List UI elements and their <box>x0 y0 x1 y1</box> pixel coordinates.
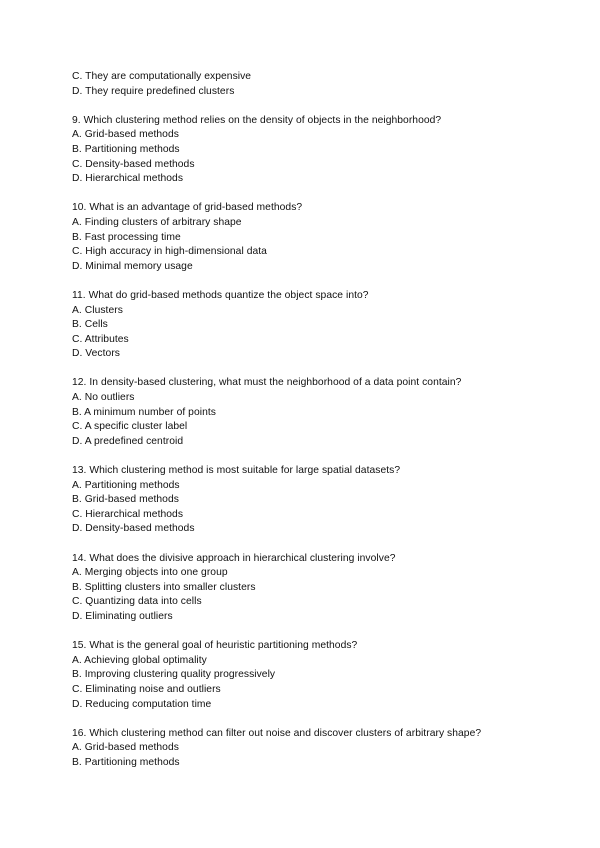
question-text: 9. Which clustering method relies on the density of objects in the neighborhood? <box>72 114 442 126</box>
question-text: 11. What do grid-based methods quantize the object space into? <box>72 289 369 301</box>
option: D. Minimal memory usage <box>72 260 193 272</box>
option: C. Density-based methods <box>72 158 195 170</box>
option: B. Partitioning methods <box>72 756 180 768</box>
option: D. Vectors <box>72 348 120 360</box>
option: A. Achieving global optimality <box>72 654 207 666</box>
option: B. Grid-based methods <box>72 494 179 506</box>
option: D. They require predefined clusters <box>72 85 235 97</box>
option: B. Fast processing time <box>72 231 181 243</box>
option: B. A minimum number of points <box>72 406 216 418</box>
option: A. Finding clusters of arbitrary shape <box>72 216 242 228</box>
option: D. A predefined centroid <box>72 435 184 447</box>
option: C. Quantizing data into cells <box>72 596 202 608</box>
option: B. Splitting clusters into smaller clusters <box>72 581 256 593</box>
question-11 <box>72 289 572 362</box>
option: C. Attributes <box>72 333 129 345</box>
option: A. Merging objects into one group <box>72 567 228 579</box>
option: A. No outliers <box>72 392 135 404</box>
option: C. A specific cluster label <box>72 421 188 433</box>
question-16 <box>72 727 572 771</box>
option: C. High accuracy in high-dimensional data <box>72 246 267 258</box>
option: C. Eliminating noise and outliers <box>72 683 221 695</box>
question-text: 10. What is an advantage of grid-based methods? <box>72 202 303 214</box>
option: A. Clusters <box>72 304 123 316</box>
question-10 <box>72 201 572 274</box>
option: A. Grid-based methods <box>72 742 179 754</box>
quiz-content <box>72 70 572 785</box>
continued-options <box>72 70 572 99</box>
question-14 <box>72 552 572 625</box>
question-text: 12. In density-based clustering, what must the neighborhood of a data point contain? <box>72 377 462 389</box>
option: B. Cells <box>72 319 108 331</box>
option: D. Eliminating outliers <box>72 610 173 622</box>
question-13 <box>72 464 572 537</box>
question-text: 15. What is the general goal of heuristic partitioning methods? <box>72 640 358 652</box>
question-15 <box>72 639 572 712</box>
option: A. Grid-based methods <box>72 129 179 141</box>
option: B. Partitioning methods <box>72 143 180 155</box>
question-text: 14. What does the divisive approach in hierarchical clustering involve? <box>72 552 396 564</box>
option: D. Hierarchical methods <box>72 173 184 185</box>
question-12 <box>72 376 572 449</box>
option: D. Reducing computation time <box>72 698 212 710</box>
option: A. Partitioning methods <box>72 479 180 491</box>
question-text: 13. Which clustering method is most suitable for large spatial datasets? <box>72 465 401 477</box>
question-9 <box>72 114 572 187</box>
option: C. They are computationally expensive <box>72 71 252 82</box>
option: D. Density-based methods <box>72 523 195 535</box>
option: C. Hierarchical methods <box>72 508 184 520</box>
question-text: 16. Which clustering method can filter out noise and discover clusters of arbitrary shape? <box>72 727 482 739</box>
option: B. Improving clustering quality progressively <box>72 669 276 681</box>
